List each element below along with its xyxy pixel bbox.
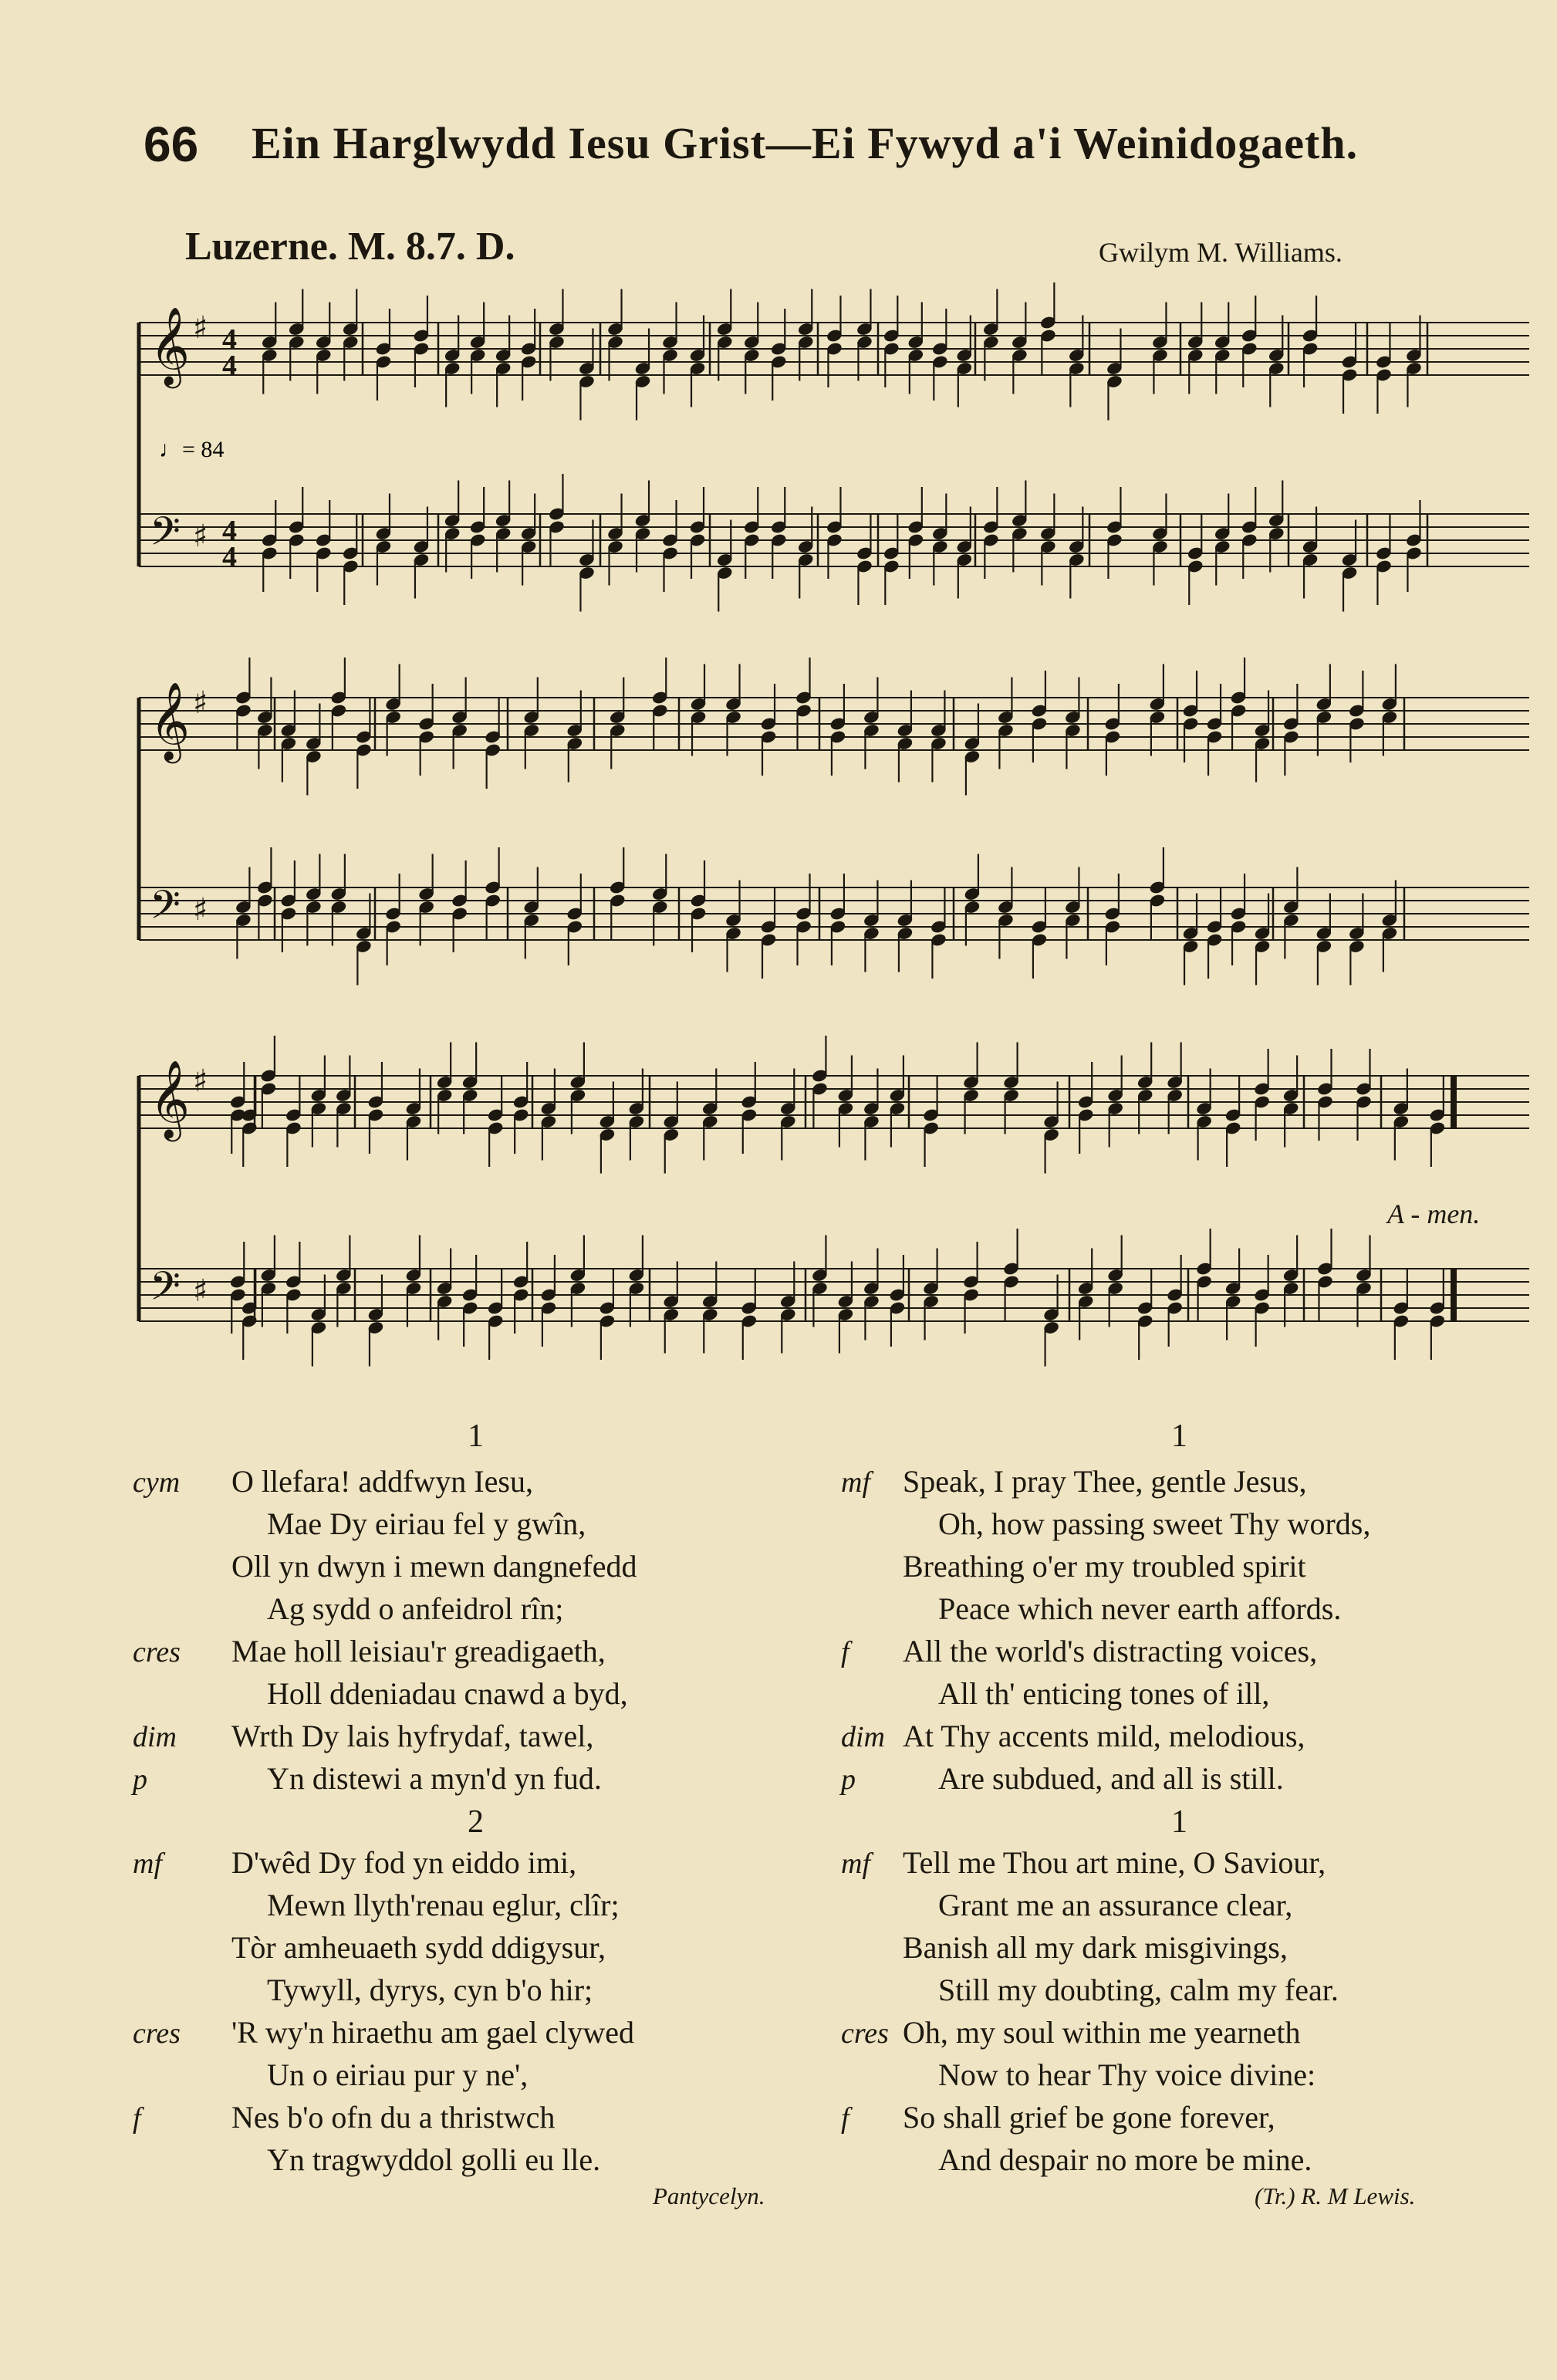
english-verse2-line: Grant me an assurance clear, bbox=[938, 1888, 1293, 1922]
english-verse1-dynamic: f bbox=[841, 1636, 849, 1668]
english-verse1-line: All th' enticing tones of ill, bbox=[938, 1676, 1270, 1711]
treble-clef-icon: 𝄞 bbox=[150, 1059, 191, 1138]
english-verse1-line: Oh, how passing sweet Thy words, bbox=[938, 1506, 1371, 1541]
bass-clef-icon: 𝄢 bbox=[150, 508, 181, 564]
sharp-icon: ♯ bbox=[193, 519, 208, 554]
welsh-credit: Pantycelyn. bbox=[653, 2182, 765, 2209]
welsh-verse2-line: Yn tragwyddol golli eu lle. bbox=[267, 2142, 601, 2177]
welsh-verse1-dynamic: cym bbox=[133, 1466, 181, 1499]
welsh-verse1-line: O llefara! addfwyn Iesu, bbox=[231, 1464, 533, 1499]
tune-name: Luzerne. M. 8.7. D. bbox=[185, 225, 515, 269]
bass-clef-icon: 𝄢 bbox=[150, 1263, 181, 1319]
welsh-verse1-line: Holl ddeniadau cnawd a byd, bbox=[267, 1676, 628, 1711]
time-signature: 4 bbox=[222, 541, 237, 573]
bass-clef-icon: 𝄢 bbox=[150, 881, 181, 938]
english-verse2-dynamic: mf bbox=[841, 1848, 870, 1880]
english-verse2-line: Still my doubting, calm my fear. bbox=[938, 1973, 1339, 2007]
staff-system bbox=[139, 282, 1529, 612]
welsh-verse1-line: Mae Dy eiriau fel y gwîn, bbox=[267, 1506, 586, 1541]
welsh-verse1-dynamic: cres bbox=[133, 1636, 181, 1668]
welsh-verse2-dynamic: mf bbox=[133, 1848, 162, 1880]
welsh-verse2-line: Tòr amheuaeth sydd ddigysur, bbox=[231, 1930, 606, 1965]
welsh-verse2-line: D'wêd Dy fod yn eiddo imi, bbox=[231, 1845, 577, 1880]
time-signature: 4 bbox=[222, 350, 237, 382]
english-verse2-dynamic: f bbox=[841, 2102, 849, 2135]
english-verse2-line: So shall grief be gone forever, bbox=[903, 2100, 1275, 2135]
welsh-verse1-dynamic: p bbox=[133, 1763, 147, 1796]
welsh-verse1-line: Ag sydd o anfeidrol rîn; bbox=[267, 1591, 564, 1626]
welsh-verse2-dynamic: cres bbox=[133, 2017, 181, 2050]
welsh-verse2-line: Nes b'o ofn du a thristwch bbox=[231, 2100, 556, 2135]
welsh-verse1-line: Yn distewi a myn'd yn fud. bbox=[267, 1761, 602, 1796]
welsh-verse1-number: 1 bbox=[468, 1418, 484, 1454]
welsh-verse1-line: Mae holl leisiau'r greadigaeth, bbox=[231, 1634, 606, 1668]
treble-clef-icon: 𝄞 bbox=[150, 306, 191, 385]
welsh-verse2-dynamic: f bbox=[133, 2102, 141, 2135]
english-verse1-dynamic: p bbox=[841, 1763, 856, 1796]
english-verse1-number: 1 bbox=[1171, 1418, 1187, 1454]
welsh-verse2-number: 2 bbox=[468, 1804, 484, 1840]
english-verse2-line: Banish all my dark misgivings, bbox=[903, 1930, 1288, 1965]
sharp-icon: ♯ bbox=[193, 892, 208, 928]
english-verse2-line: Now to hear Thy voice divine: bbox=[938, 2057, 1316, 2092]
welsh-verse2-line: Mewn llyth'renau eglur, clîr; bbox=[267, 1888, 620, 1922]
hymn-number: 66 bbox=[144, 117, 199, 172]
sharp-icon: ♯ bbox=[193, 1273, 208, 1309]
amen-text: A - men. bbox=[1387, 1198, 1481, 1229]
english-verse1-line: Breathing o'er my troubled spirit bbox=[903, 1549, 1306, 1584]
welsh-verse2-line: Un o eiriau pur y ne', bbox=[267, 2057, 529, 2092]
sharp-icon: ♯ bbox=[193, 310, 208, 346]
english-verse1-line: Are subdued, and all is still. bbox=[938, 1761, 1284, 1796]
staff-system bbox=[139, 658, 1529, 985]
english-credit: (Tr.) R. M Lewis. bbox=[1255, 2182, 1416, 2209]
welsh-verse1-line: Wrth Dy lais hyfrydaf, tawel, bbox=[231, 1719, 594, 1753]
time-signature: 4 bbox=[222, 323, 237, 356]
staff-system bbox=[139, 1036, 1529, 1367]
welsh-verse1-line: Oll yn dwyn i mewn dangnefedd bbox=[231, 1549, 637, 1584]
english-verse2-dynamic: cres bbox=[841, 2017, 889, 2050]
time-signature: 4 bbox=[222, 515, 237, 547]
english-verse1-line: At Thy accents mild, melodious, bbox=[903, 1719, 1305, 1753]
tempo-marking: ♩= 84 bbox=[159, 437, 225, 462]
english-verse2-line: Tell me Thou art mine, O Saviour, bbox=[903, 1845, 1326, 1880]
sharp-icon: ♯ bbox=[193, 685, 208, 721]
english-verse2-number: 1 bbox=[1171, 1804, 1187, 1840]
hymn-title: Ein Harglwydd Iesu Grist—Ei Fywyd a'i Weinidogaeth. bbox=[252, 118, 1359, 168]
treble-clef-icon: 𝄞 bbox=[150, 681, 191, 760]
english-verse1-line: Peace which never earth affords. bbox=[938, 1591, 1342, 1626]
welsh-verse2-line: 'R wy'n hiraethu am gael clywed bbox=[231, 2015, 635, 2050]
english-verse1-dynamic: mf bbox=[841, 1466, 870, 1499]
welsh-verse2-line: Tywyll, dyrys, cyn b'o hir; bbox=[267, 1973, 593, 2007]
english-verse1-line: Speak, I pray Thee, gentle Jesus, bbox=[903, 1464, 1307, 1499]
english-verse1-dynamic: dim bbox=[841, 1721, 885, 1753]
english-verse2-line: And despair no more be mine. bbox=[938, 2142, 1312, 2177]
welsh-verse1-dynamic: dim bbox=[133, 1721, 177, 1753]
english-verse2-line: Oh, my soul within me yearneth bbox=[903, 2015, 1301, 2050]
sharp-icon: ♯ bbox=[193, 1063, 208, 1099]
composer: Gwilym M. Williams. bbox=[1099, 237, 1343, 268]
english-verse1-line: All the world's distracting voices, bbox=[903, 1634, 1318, 1668]
